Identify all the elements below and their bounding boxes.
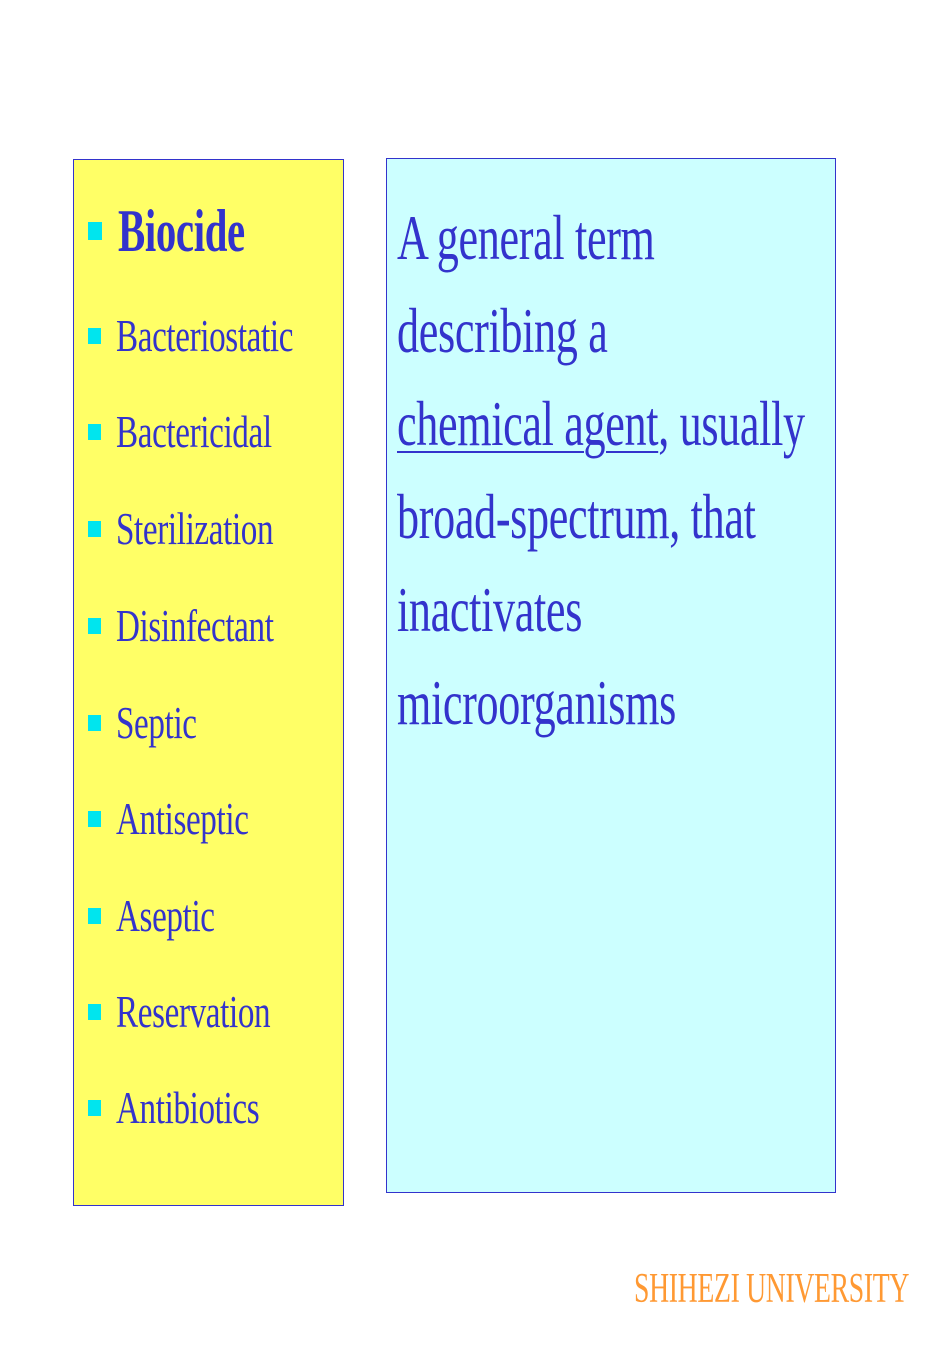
term-label: Reservation xyxy=(116,986,271,1037)
square-bullet-icon xyxy=(88,618,101,634)
term-item-antibiotics[interactable] xyxy=(88,1078,315,1138)
definition-line: A general term describing a xyxy=(397,202,655,366)
term-label: Sterilization xyxy=(116,503,274,554)
term-item-bacteriostatic[interactable] xyxy=(88,306,362,366)
square-bullet-icon xyxy=(88,222,102,240)
term-label: Antiseptic xyxy=(116,793,249,844)
term-label: Bactericidal xyxy=(116,406,272,457)
definition-panel xyxy=(386,158,836,1193)
term-item-bactericidal[interactable] xyxy=(88,402,332,462)
term-label: Antibiotics xyxy=(116,1082,260,1133)
square-bullet-icon xyxy=(88,715,101,731)
term-list-panel xyxy=(73,159,344,1206)
footer-university-name: SHIHEZI UNIVERSITY xyxy=(634,1266,910,1312)
term-item-antiseptic[interactable] xyxy=(88,789,300,849)
term-label: Disinfectant xyxy=(116,600,274,651)
term-item-aseptic[interactable] xyxy=(88,886,253,946)
term-item-reservation[interactable] xyxy=(88,982,330,1042)
term-label: Biocide xyxy=(118,198,245,264)
term-label: Aseptic xyxy=(116,890,215,941)
term-item-disinfectant[interactable] xyxy=(88,596,335,656)
square-bullet-icon xyxy=(88,424,101,440)
square-bullet-icon xyxy=(88,908,101,924)
square-bullet-icon xyxy=(88,328,101,344)
square-bullet-icon xyxy=(88,1100,101,1116)
definition-line xyxy=(397,377,811,470)
definition-line-rest: , usually xyxy=(658,388,805,459)
term-item-sterilization[interactable] xyxy=(88,499,334,559)
term-label: Bacteriostatic xyxy=(116,310,294,361)
definition-line: inactivates microorganisms xyxy=(397,574,676,738)
square-bullet-icon xyxy=(88,811,101,827)
square-bullet-icon xyxy=(88,1004,101,1020)
term-item-septic[interactable] xyxy=(88,693,228,753)
term-item-biocide[interactable] xyxy=(88,198,305,264)
definition-keyword: chemical agent xyxy=(397,388,659,459)
term-label: Septic xyxy=(116,697,197,748)
definition-line: broad-spectrum, that xyxy=(397,481,756,552)
definition-text xyxy=(397,191,811,749)
square-bullet-icon xyxy=(88,521,101,537)
